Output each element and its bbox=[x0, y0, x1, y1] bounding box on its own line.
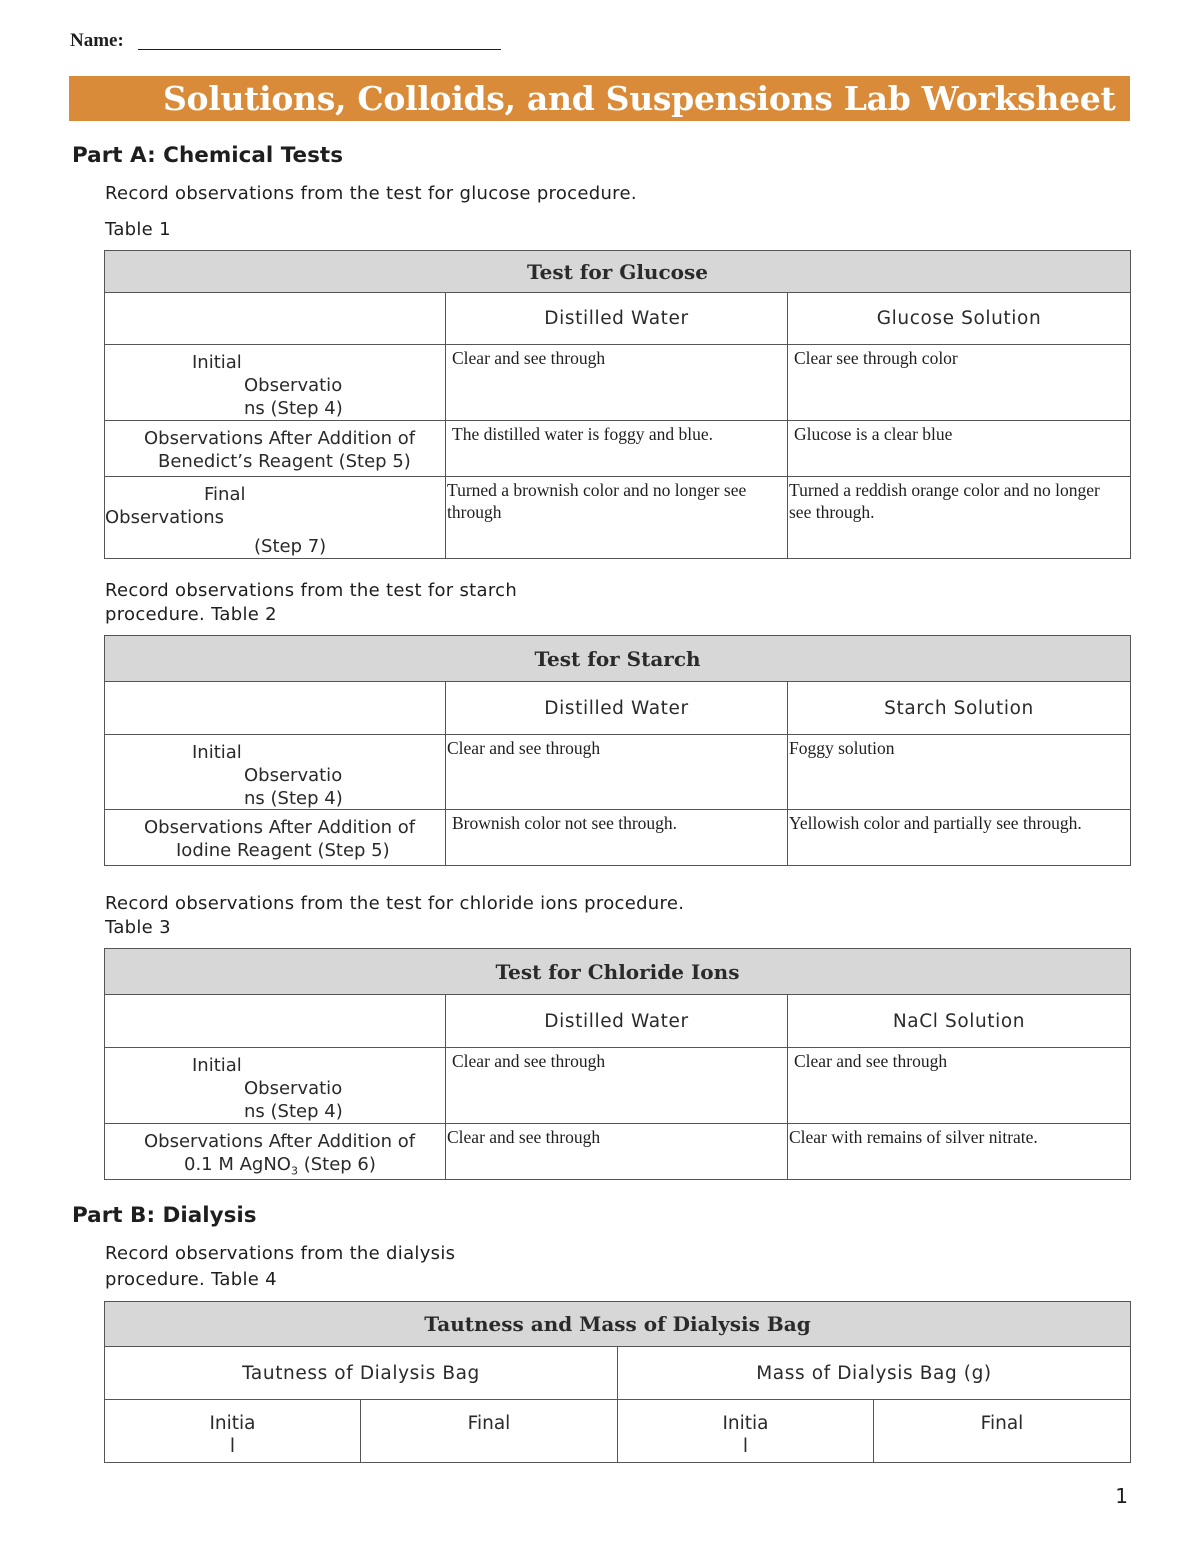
chloride-initial-water[interactable]: Clear and see through bbox=[446, 1048, 788, 1124]
chloride-row-agno3-label: Observations After Addition of 0.1 M AgNO$_3$ (Step 6) bbox=[105, 1124, 446, 1180]
tautness-final-cell[interactable]: Final bbox=[361, 1400, 618, 1463]
starch-corner-cell bbox=[105, 682, 446, 735]
chloride-instruction: Record observations from the test for chloride ions procedure. bbox=[105, 893, 685, 914]
glucose-final-solution[interactable]: Turned a reddish orange color and no longer see through. bbox=[788, 477, 1131, 559]
glucose-initial-solution[interactable]: Clear see through color bbox=[788, 345, 1131, 421]
glucose-benedict-water[interactable]: The distilled water is foggy and blue. bbox=[446, 421, 788, 477]
glucose-col-glucose-solution: Glucose Solution bbox=[788, 293, 1131, 345]
page-number: 1 bbox=[1115, 1484, 1128, 1508]
glucose-instruction: Record observations from the test for glucose procedure. bbox=[105, 183, 637, 204]
page-title: Solutions, Colloids, and Suspensions Lab Worksheet bbox=[163, 79, 1116, 118]
starch-table bbox=[104, 635, 1131, 866]
dialysis-table-title: Tautness and Mass of Dialysis Bag bbox=[105, 1302, 1131, 1347]
starch-col-distilled-water: Distilled Water bbox=[446, 682, 788, 735]
mass-initial-cell[interactable]: Initia l bbox=[618, 1400, 874, 1463]
chloride-agno3-solution[interactable]: Clear with remains of silver nitrate. bbox=[788, 1124, 1131, 1180]
name-line[interactable] bbox=[138, 49, 501, 50]
glucose-col-distilled-water: Distilled Water bbox=[446, 293, 788, 345]
chloride-row-initial-label: Initial Observatio ns (Step 4) bbox=[105, 1048, 446, 1124]
glucose-table-title: Test for Glucose bbox=[105, 251, 1131, 293]
part-b-heading: Part B: Dialysis bbox=[72, 1203, 257, 1228]
starch-initial-water[interactable]: Clear and see through bbox=[446, 735, 788, 810]
tautness-initial-cell[interactable]: Initia l bbox=[105, 1400, 361, 1463]
glucose-table bbox=[104, 250, 1131, 559]
chloride-table bbox=[104, 948, 1131, 1180]
name-label: Name: bbox=[70, 30, 124, 51]
starch-iodine-water[interactable]: Brownish color not see through. bbox=[446, 810, 788, 866]
glucose-initial-water[interactable]: Clear and see through bbox=[446, 345, 788, 421]
chloride-initial-solution[interactable]: Clear and see through bbox=[788, 1048, 1131, 1124]
dialysis-col-tautness: Tautness of Dialysis Bag bbox=[105, 1347, 618, 1400]
part-a-heading: Part A: Chemical Tests bbox=[72, 143, 343, 168]
dialysis-instruction-line1: Record observations from the dialysis bbox=[105, 1243, 456, 1264]
dialysis-col-mass: Mass of Dialysis Bag (g) bbox=[618, 1347, 1131, 1400]
starch-table-title: Test for Starch bbox=[105, 636, 1131, 682]
dialysis-table bbox=[104, 1301, 1131, 1463]
starch-row-initial-label: Initial Observatio ns (Step 4) bbox=[105, 735, 446, 810]
dialysis-instruction-line2: procedure. Table 4 bbox=[105, 1269, 277, 1290]
chloride-corner-cell bbox=[105, 995, 446, 1048]
starch-iodine-solution[interactable]: Yellowish color and partially see through. bbox=[788, 810, 1131, 866]
starch-instruction-line2: procedure. Table 2 bbox=[105, 604, 277, 625]
glucose-row-initial-label: Initial Observatio ns (Step 4) bbox=[105, 345, 446, 421]
starch-col-starch-solution: Starch Solution bbox=[788, 682, 1131, 735]
chloride-col-distilled-water: Distilled Water bbox=[446, 995, 788, 1048]
glucose-final-water[interactable]: Turned a brownish color and no longer see through bbox=[446, 477, 788, 559]
starch-initial-solution[interactable]: Foggy solution bbox=[788, 735, 1131, 810]
table-3-label: Table 3 bbox=[105, 917, 171, 938]
starch-instruction-line1: Record observations from the test for starch bbox=[105, 580, 518, 601]
mass-final-cell[interactable]: Final bbox=[874, 1400, 1131, 1463]
chloride-col-nacl-solution: NaCl Solution bbox=[788, 995, 1131, 1048]
title-banner bbox=[69, 76, 1130, 121]
glucose-row-final-label: Final Observations (Step 7) bbox=[105, 477, 446, 559]
starch-row-iodine-label: Observations After Addition of Iodine Reagent (Step 5) bbox=[105, 810, 446, 866]
chloride-agno3-water[interactable]: Clear and see through bbox=[446, 1124, 788, 1180]
glucose-benedict-solution[interactable]: Glucose is a clear blue bbox=[788, 421, 1131, 477]
glucose-corner-cell bbox=[105, 293, 446, 345]
table-1-label: Table 1 bbox=[105, 219, 171, 240]
chloride-table-title: Test for Chloride Ions bbox=[105, 949, 1131, 995]
glucose-row-benedict-label: Observations After Addition of Benedict’s Reagent (Step 5) bbox=[105, 421, 446, 477]
